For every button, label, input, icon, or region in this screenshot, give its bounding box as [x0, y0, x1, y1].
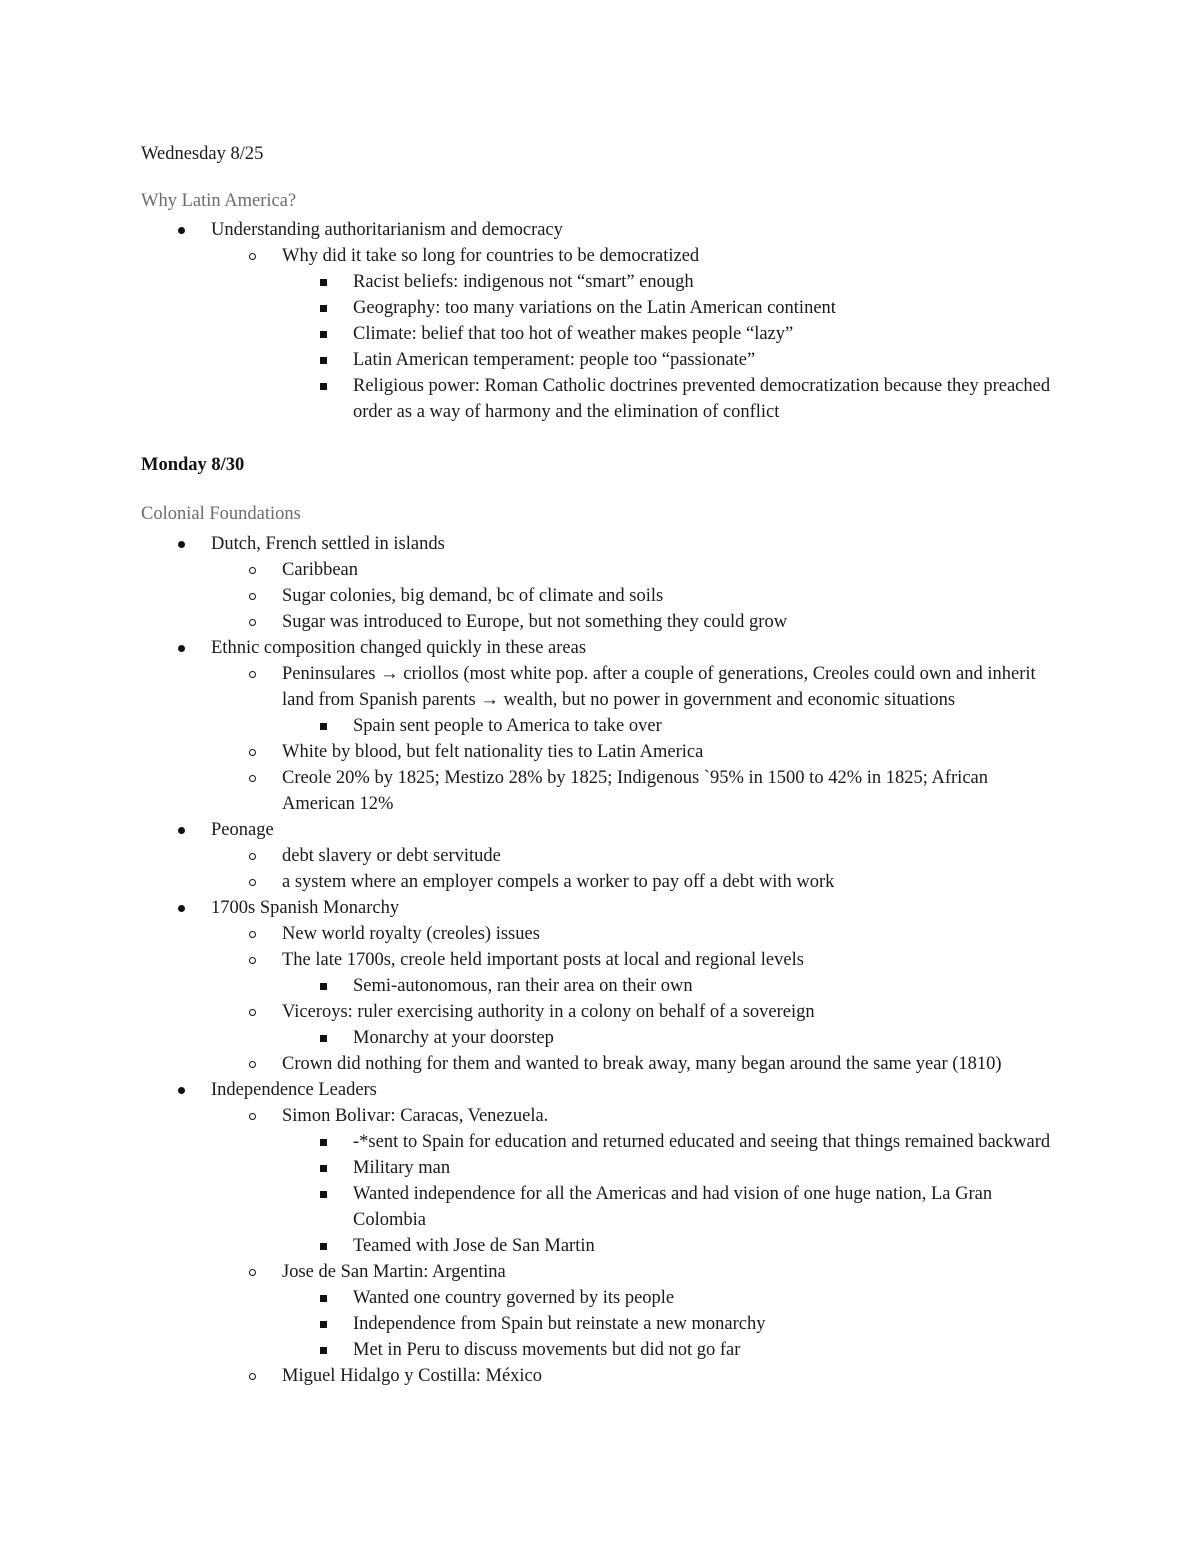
list-item: Miguel Hidalgo y Costilla: México [282, 1363, 542, 1389]
hollow-circle-bullet-icon [246, 1363, 258, 1389]
list-item-continuation: American 12% [282, 794, 394, 814]
list-item: Teamed with Jose de San Martin [353, 1233, 595, 1259]
list-item: Sugar was introduced to Europe, but not something they could grow [282, 609, 787, 635]
hollow-circle-bullet-icon [246, 999, 258, 1025]
date-heading-wednesday: Wednesday 8/25 [141, 144, 264, 164]
list-item-continuation: order as a way of harmony and the elimination of conflict [353, 402, 780, 422]
hollow-circle-bullet-icon [246, 557, 258, 583]
hollow-circle-bullet-icon [246, 947, 258, 973]
list-item: Peonage [211, 817, 274, 843]
square-bullet-icon [317, 1285, 329, 1311]
list-item-continuation: land from Spanish parents → wealth, but no power in government and economic situations [282, 690, 956, 710]
list-item: Monarchy at your doorstep [353, 1025, 554, 1051]
square-bullet-icon [317, 1129, 329, 1155]
date-heading-monday: Monday 8/30 [141, 455, 245, 475]
list-item: Climate: belief that too hot of weather makes people “lazy” [353, 321, 793, 347]
list-item: Met in Peru to discuss movements but did not go far [353, 1337, 740, 1363]
list-item: Understanding authoritarianism and democracy [211, 217, 563, 243]
square-bullet-icon [317, 269, 329, 295]
hollow-circle-bullet-icon [246, 843, 258, 869]
hollow-circle-bullet-icon [246, 739, 258, 765]
square-bullet-icon [317, 1233, 329, 1259]
square-bullet-icon [317, 321, 329, 347]
square-bullet-icon [317, 295, 329, 321]
filled-circle-bullet-icon [175, 817, 187, 843]
square-bullet-icon [317, 347, 329, 373]
list-item: Geography: too many variations on the Latin American continent [353, 295, 836, 321]
list-item: Jose de San Martin: Argentina [282, 1259, 506, 1285]
filled-circle-bullet-icon [175, 1077, 187, 1103]
filled-circle-bullet-icon [175, 531, 187, 557]
square-bullet-icon [317, 1155, 329, 1181]
square-bullet-icon [317, 1181, 329, 1207]
list-item: Dutch, French settled in islands [211, 531, 445, 557]
list-item: -*sent to Spain for education and returned educated and seeing that things remained backward [353, 1129, 1050, 1155]
list-item: Peninsulares → criollos (most white pop. after a couple of generations, Creoles could own and inherit [282, 661, 1036, 687]
square-bullet-icon [317, 373, 329, 399]
square-bullet-icon [317, 1025, 329, 1051]
list-item: Simon Bolivar: Caracas, Venezuela. [282, 1103, 548, 1129]
list-item: White by blood, but felt nationality ties to Latin America [282, 739, 703, 765]
hollow-circle-bullet-icon [246, 869, 258, 895]
hollow-circle-bullet-icon [246, 243, 258, 269]
hollow-circle-bullet-icon [246, 921, 258, 947]
list-item: Viceroys: ruler exercising authority in a colony on behalf of a sovereign [282, 999, 815, 1025]
filled-circle-bullet-icon [175, 635, 187, 661]
list-item: The late 1700s, creole held important posts at local and regional levels [282, 947, 804, 973]
square-bullet-icon [317, 1311, 329, 1337]
hollow-circle-bullet-icon [246, 765, 258, 791]
list-item: Latin American temperament: people too “passionate” [353, 347, 755, 373]
hollow-circle-bullet-icon [246, 583, 258, 609]
filled-circle-bullet-icon [175, 217, 187, 243]
hollow-circle-bullet-icon [246, 1259, 258, 1285]
hollow-circle-bullet-icon [246, 609, 258, 635]
list-item-continuation: Colombia [353, 1210, 426, 1230]
list-item: Ethnic composition changed quickly in these areas [211, 635, 586, 661]
list-item: Spain sent people to America to take over [353, 713, 662, 739]
list-item: Creole 20% by 1825; Mestizo 28% by 1825; Indigenous `95% in 1500 to 42% in 1825; African [282, 765, 988, 791]
list-item: Independence Leaders [211, 1077, 377, 1103]
list-item: Wanted independence for all the Americas and had vision of one huge nation, La Gran [353, 1181, 992, 1207]
square-bullet-icon [317, 713, 329, 739]
topic-heading-why-latin-america: Why Latin America? [141, 191, 297, 211]
list-item: Racist beliefs: indigenous not “smart” enough [353, 269, 694, 295]
list-item: a system where an employer compels a worker to pay off a debt with work [282, 869, 834, 895]
list-item: Religious power: Roman Catholic doctrines prevented democratization because they preached [353, 373, 1050, 399]
list-item: Why did it take so long for countries to be democratized [282, 243, 699, 269]
filled-circle-bullet-icon [175, 895, 187, 921]
list-item: Crown did nothing for them and wanted to break away, many began around the same year (1810) [282, 1051, 1002, 1077]
list-item: New world royalty (creoles) issues [282, 921, 540, 947]
square-bullet-icon [317, 1337, 329, 1363]
hollow-circle-bullet-icon [246, 1103, 258, 1129]
hollow-circle-bullet-icon [246, 661, 258, 687]
list-item: Wanted one country governed by its people [353, 1285, 674, 1311]
list-item: Caribbean [282, 557, 358, 583]
square-bullet-icon [317, 973, 329, 999]
list-item: Military man [353, 1155, 450, 1181]
list-item: Sugar colonies, big demand, bc of climate and soils [282, 583, 663, 609]
list-item: Semi-autonomous, ran their area on their own [353, 973, 693, 999]
list-item: debt slavery or debt servitude [282, 843, 501, 869]
list-item: 1700s Spanish Monarchy [211, 895, 399, 921]
topic-heading-colonial-foundations: Colonial Foundations [141, 504, 301, 524]
hollow-circle-bullet-icon [246, 1051, 258, 1077]
list-item: Independence from Spain but reinstate a new monarchy [353, 1311, 766, 1337]
